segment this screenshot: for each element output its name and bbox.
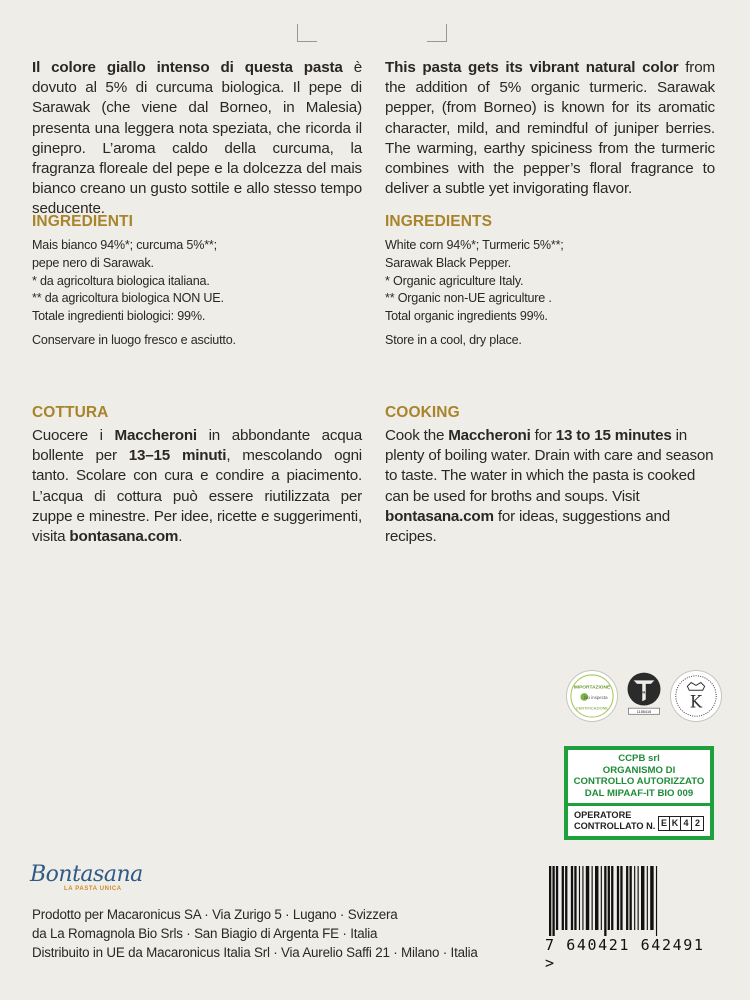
badge1-brand-text: bio inspecta <box>584 694 608 700</box>
english-intro-text: from the addition of 5% organic turmeric. Sarawak pepper, (from Borneo) is known for its aromatic character, mild, and remindful of juniper berries. The warming, earthy spiciness from the turmeric combines with the pepper’s floral fragrance to deliver a subtle yet invigorating flavor. <box>385 59 715 198</box>
barcode-bar <box>647 866 648 930</box>
barcode-bar <box>630 866 632 930</box>
operator-code-char: 2 <box>694 818 700 828</box>
badge2-number-text: 1155415 <box>636 709 652 714</box>
cooking-text-part: in abbondante acqua bollente per <box>32 427 362 465</box>
italian-cooking-title: COTTURA <box>32 404 109 421</box>
operator-code-char: K <box>670 817 681 830</box>
barcode-bar <box>638 866 639 930</box>
badge1-top-text: IMPORTAZIONE <box>573 685 611 691</box>
producer-info <box>32 905 478 963</box>
barcode-bar <box>601 866 602 930</box>
cooking-time: 13 to 15 minutes <box>555 427 672 444</box>
crop-mark-right <box>427 24 447 42</box>
english-ingredients-list <box>385 237 715 350</box>
pasta-name: Maccheroni <box>114 427 197 444</box>
cooking-text-part: Cuocere i <box>32 427 115 444</box>
barcode-bar <box>552 866 554 936</box>
barcode-bar <box>582 866 583 930</box>
website-link[interactable]: bontasana.com <box>69 528 179 546</box>
badge2-code-text: W.H.A. <box>638 690 650 695</box>
operator-code-char: 4 <box>681 817 692 830</box>
english-cooking <box>385 404 715 547</box>
ingredient-line: * Organic agriculture Italy. <box>385 273 524 288</box>
ingredient-line: ** da agricoltura biologica NON UE. <box>32 291 224 306</box>
bontasana-logo <box>30 862 160 898</box>
ccpb-operator <box>568 806 710 836</box>
english-ingredients-title: INGREDIENTS <box>385 213 493 230</box>
ingredient-line: Total organic ingredients 99%. <box>385 309 548 324</box>
barcode-bar <box>556 866 558 930</box>
barcode-bar <box>620 866 622 930</box>
italian-intro-bold: Il colore giallo intenso di questa pasta <box>32 59 343 76</box>
barcode-bar <box>611 866 613 930</box>
bio-inspecta-badge-icon <box>566 670 618 722</box>
barcode-bar <box>549 866 551 936</box>
kosher-badge-icon <box>670 670 722 722</box>
operator-code-char: E <box>659 817 670 830</box>
italian-ingredients-list <box>32 237 362 350</box>
english-ingredients <box>385 213 715 350</box>
english-intro <box>385 58 715 199</box>
barcode-bars-icon <box>545 866 725 936</box>
cooking-text-part: for <box>530 427 556 444</box>
footer-line: da La Romagnola Bio Srls · San Biagio di Argenta FE · Italia <box>32 926 378 942</box>
operator-code <box>658 816 704 831</box>
brand-name: Bontasana <box>30 862 143 887</box>
barcode-bar <box>592 866 593 930</box>
certification-badges <box>566 670 718 730</box>
badge3-letter-text: K <box>689 692 703 712</box>
cooking-text-part: . <box>178 528 183 546</box>
barcode-bar <box>565 866 567 930</box>
english-cooking-text <box>385 426 715 547</box>
ingredient-line: pepe nero di Sarawak. <box>32 255 154 270</box>
italian-cooking <box>32 404 362 547</box>
italian-ingredients-title: INGREDIENTI <box>32 213 133 230</box>
barcode-bar <box>574 866 576 930</box>
english-cooking-title: COOKING <box>385 404 460 421</box>
english-intro-bold: This pasta gets its vibrant natural color <box>385 59 679 76</box>
barcode-bar <box>634 866 635 930</box>
ingredient-line: Totale ingredienti biologici: 99%. <box>32 309 206 324</box>
badge1-bottom-text: CERTIFICAZIONE <box>576 706 608 711</box>
barcode-bar <box>650 866 653 930</box>
ccpb-line: CONTROLLO AUTORIZZATO <box>573 776 705 788</box>
pasta-name: Maccheroni <box>448 427 531 444</box>
barcode-bar <box>595 866 598 930</box>
website-link[interactable]: bontasana.com <box>385 507 494 525</box>
cooking-text-part: in plenty of boiling water. Drain with care and season to taste. The water in which the pasta is cooked can be used for broths and soups. Visit <box>385 427 714 505</box>
barcode-bar <box>626 866 628 930</box>
operator-label: CONTROLLATO N. <box>574 821 656 831</box>
ccpb-certification-box <box>564 746 714 840</box>
cooking-text-part: for ideas, suggestions and recipes. <box>385 507 670 546</box>
barcode-bar <box>586 866 589 930</box>
barcode-bar <box>571 866 573 930</box>
ingredient-line: Sarawak Black Pepper. <box>385 255 512 270</box>
ccpb-line: ORGANISMO DI <box>602 764 676 776</box>
cooking-text-part: Cook the <box>385 427 449 444</box>
ingredient-line: * da agricoltura biologica italiana. <box>32 273 210 288</box>
ingredient-line: White corn 94%*; Turmeric 5%**; <box>385 238 564 252</box>
cooking-time: 13–15 minuti <box>128 447 227 465</box>
italian-cooking-text <box>32 426 362 547</box>
barcode-bar <box>579 866 580 930</box>
italian-intro <box>32 58 362 220</box>
barcode-bar <box>656 866 657 936</box>
brand-tagline: LA PASTA UNICA <box>64 886 122 892</box>
barcode-bar <box>617 866 619 930</box>
crop-mark-left <box>297 24 317 42</box>
ccpb-authority <box>568 750 710 806</box>
barcode-number: 7 640421 642491 > <box>545 936 705 972</box>
english-storage: Store in a cool, dry place. <box>385 332 522 347</box>
italian-ingredients <box>32 213 362 350</box>
footer-line: Prodotto per Macaronicus SA · Via Zurigo 5 · Lugano · Svizzera <box>32 907 398 922</box>
italian-storage: Conservare in luogo fresco e asciutto. <box>32 332 236 347</box>
ccpb-line: DAL MIPAAF-IT BIO 009 <box>584 787 694 799</box>
barcode-bar <box>604 866 606 936</box>
barcode-bar <box>641 866 644 930</box>
wha-badge-icon <box>618 670 670 722</box>
footer-line: Distribuito in UE da Macaronicus Italia Srl · Via Aurelio Saffi 21 · Milano · Italia <box>32 945 478 961</box>
italian-intro-text: è dovuto al 5% di curcuma biologica. Il pepe di Sarawak (che viene dal Borneo, in Malesia) presenta una leggera nota speziata, che ricorda il ginepro. L’aroma caldo della curcuma, la fragranza floreale del pepe e la dolcezza del mais bianco creano un gusto sottile e allo stesso tempo seducente. <box>32 59 362 218</box>
ccpb-line: CCPB srl <box>618 753 660 764</box>
ingredient-line: Mais bianco 94%*; curcuma 5%**; <box>32 238 217 252</box>
cooking-text-part: , mescolando ogni tanto. Scolare con cura e condire a piacimento. L’acqua di cottura può essere riutilizzata per zuppe e minestre. Per idee, ricette e suggerimenti, visita <box>32 447 362 546</box>
ingredient-line: ** Organic non-UE agriculture . <box>385 291 552 306</box>
operator-label: OPERATORE <box>574 810 632 820</box>
barcode-bar <box>608 866 610 930</box>
barcode-bar <box>562 866 564 930</box>
